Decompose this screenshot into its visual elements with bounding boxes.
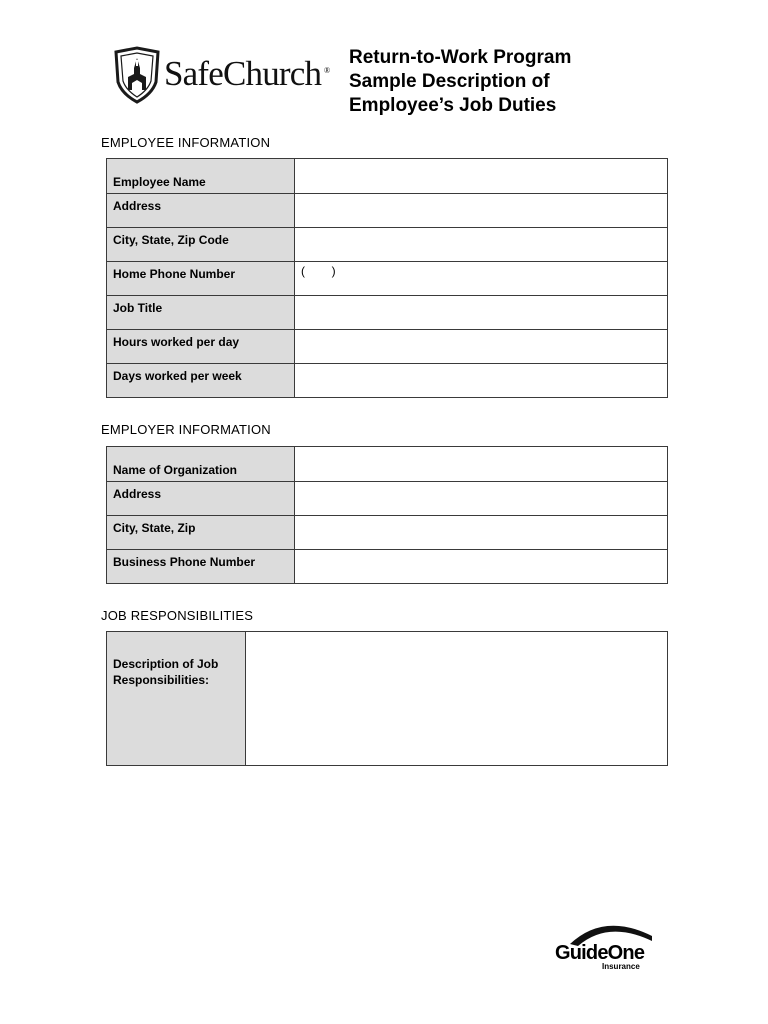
organization-name-field[interactable] — [295, 447, 668, 482]
safechurch-wordmark: SafeChurch — [164, 54, 322, 93]
table-row — [107, 159, 668, 194]
table-row — [107, 330, 668, 364]
field-label: Business Phone Number — [107, 550, 295, 584]
field-label: Address — [107, 482, 295, 516]
field-label: Home Phone Number — [107, 262, 295, 296]
resp-label-line: Description of Job — [113, 657, 219, 671]
table-row — [107, 194, 668, 228]
guideone-logo — [552, 914, 656, 976]
field-label: City, State, Zip — [107, 516, 295, 550]
employer-section-heading: EMPLOYER INFORMATION — [101, 422, 271, 437]
title-line: Return-to-Work Program — [349, 47, 572, 68]
table-row — [107, 447, 668, 482]
field-label: Name of Organization — [107, 447, 295, 482]
responsibilities-table — [106, 631, 668, 766]
employer-info-table — [106, 446, 668, 584]
job-title-field[interactable] — [295, 296, 668, 330]
guideone-wordmark: GuideOne — [555, 942, 645, 964]
field-label: City, State, Zip Code — [107, 228, 295, 262]
safechurch-logo — [112, 46, 332, 104]
hours-per-day-field[interactable] — [295, 330, 668, 364]
title-line: Employee’s Job Duties — [349, 95, 557, 116]
table-row — [107, 632, 668, 766]
table-row — [107, 482, 668, 516]
employer-address-field[interactable] — [295, 482, 668, 516]
table-row — [107, 228, 668, 262]
document-title — [349, 46, 649, 118]
field-label: Address — [107, 194, 295, 228]
job-responsibilities-field[interactable] — [246, 632, 668, 766]
days-per-week-field[interactable] — [295, 364, 668, 398]
business-phone-field[interactable] — [295, 550, 668, 584]
table-row — [107, 296, 668, 330]
employee-info-table — [106, 158, 668, 398]
responsibilities-section-heading: JOB RESPONSIBILITIES — [101, 608, 254, 623]
table-row — [107, 516, 668, 550]
field-label: Days worked per week — [107, 364, 295, 398]
guideone-subtext: Insurance — [602, 962, 640, 971]
table-row — [107, 550, 668, 584]
employee-name-field[interactable] — [295, 159, 668, 194]
home-phone-field[interactable]: ( ) — [295, 262, 668, 296]
field-label: Job Title — [107, 296, 295, 330]
field-label — [107, 632, 246, 766]
field-label: Hours worked per day — [107, 330, 295, 364]
employee-address-field[interactable] — [295, 194, 668, 228]
field-label: Employee Name — [107, 159, 295, 194]
table-row — [107, 262, 668, 296]
resp-label-line: Responsibilities: — [113, 673, 210, 687]
employee-city-state-zip-field[interactable] — [295, 228, 668, 262]
title-line: Sample Description of — [349, 71, 550, 92]
table-row — [107, 364, 668, 398]
church-shield-icon — [112, 46, 162, 104]
employer-city-state-zip-field[interactable] — [295, 516, 668, 550]
registered-mark: ® — [324, 66, 331, 75]
employee-section-heading: EMPLOYEE INFORMATION — [101, 135, 271, 150]
